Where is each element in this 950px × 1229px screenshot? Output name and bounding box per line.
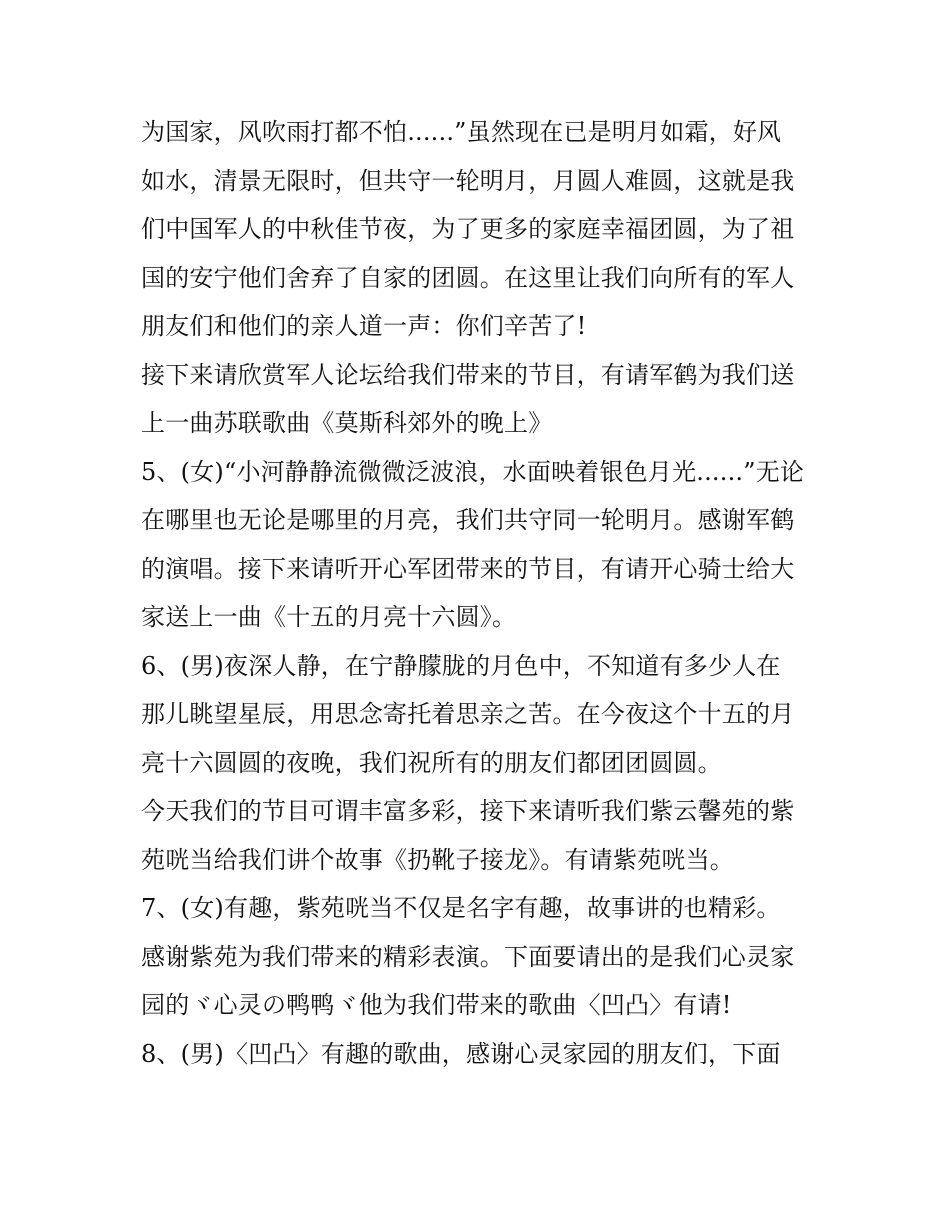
text-line: 在哪里也无论是哪里的月亮，我们共守同一轮明月。感谢军鹤 <box>141 506 795 534</box>
text-line: 上一曲苏联歌曲《莫斯科郊外的晚上》 <box>141 409 553 437</box>
text-line: 家送上一曲《十五的月亮十六圆》。 <box>141 603 517 631</box>
text-line: 感谢紫苑为我们带来的精彩表演。下面要请出的是我们心灵家 <box>141 942 795 971</box>
text-line: 国的安宁他们舍弃了自家的团圆。在这里让我们向所有的军人 <box>141 263 795 292</box>
text-line: 6、(男)夜深人静，在宁静朦胧的月色中，不知道有多少人在 <box>141 651 781 680</box>
text-line: 7、(女)有趣，紫苑咣当不仅是名字有趣，故事讲的也精彩。 <box>141 894 781 922</box>
text-line: 8、(男)〈凹凸〉有趣的歌曲，感谢心灵家园的朋友们，下面 <box>141 1039 781 1068</box>
text-line: 接下来请欣赏军人论坛给我们带来的节目，有请军鹤为我们送 <box>141 360 795 389</box>
text-line: 那儿眺望星辰，用思念寄托着思亲之苦。在今夜这个十五的月 <box>141 700 795 728</box>
text-line: 苑咣当给我们讲个故事《扔靴子接龙》。有请紫苑咣当。 <box>141 845 734 874</box>
text-line: 园的ヾ心灵の鸭鸭ヾ他为我们带来的歌曲〈凹凸〉有请! <box>141 991 732 1019</box>
text-line: 今天我们的节目可谓丰富多彩，接下来请听我们紫云馨苑的紫 <box>141 797 795 825</box>
body-text <box>141 108 821 1078</box>
text-line: 如水，清景无限时，但共守一轮明月，月圆人难圆，这就是我 <box>141 166 795 195</box>
text-line: 朋友们和他们的亲人道一声：你们辛苦了! <box>141 312 587 340</box>
text-line: 为国家，风吹雨打都不怕......”虽然现在已是明月如霜，好风 <box>141 118 782 146</box>
text-line: 亮十六圆圆的夜晚，我们祝所有的朋友们都团团圆圆。 <box>141 748 722 777</box>
text-line: 的演唱。接下来请听开心军团带来的节目，有请开心骑士给大 <box>141 554 795 583</box>
text-line: 们中国军人的中秋佳节夜，为了更多的家庭幸福团圆，为了祖 <box>141 215 795 243</box>
text-line: 5、(女)“小河静静流微微泛波浪，水面映着银色月光......”无论 <box>141 457 805 486</box>
